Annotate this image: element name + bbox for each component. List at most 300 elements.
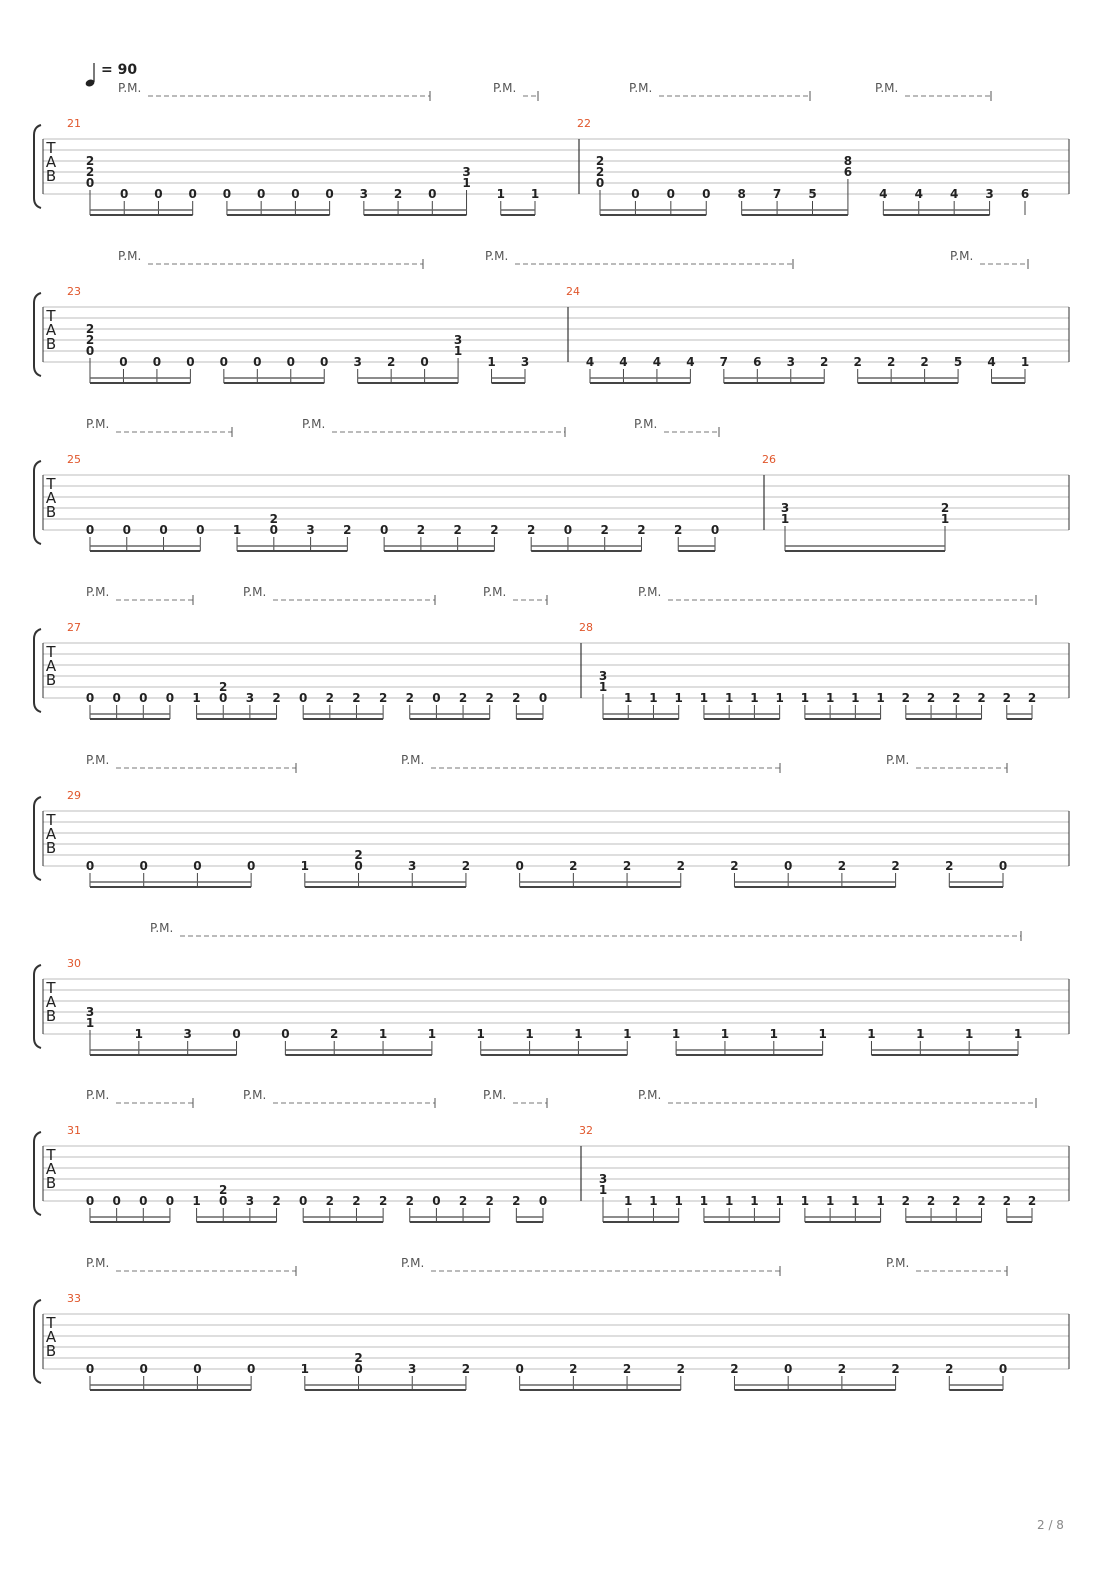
- palm-mute-label: P.M.: [401, 1256, 425, 1270]
- fret-number: 0: [563, 523, 573, 537]
- fret-number: 2: [330, 1027, 339, 1041]
- tab-clef-letter: T: [46, 979, 56, 997]
- fret-number: 0: [320, 355, 329, 369]
- fret-number: 1: [867, 1027, 876, 1041]
- fret-number: 3: [985, 187, 994, 201]
- fret-number: 1: [775, 1194, 784, 1208]
- fret-number: 2: [352, 691, 361, 705]
- fret-number: 4: [686, 355, 695, 369]
- measure-number: 22: [577, 117, 591, 130]
- fret-number: 2: [386, 355, 396, 369]
- palm-mute-label: P.M.: [634, 417, 658, 431]
- fret-number: 0: [139, 1194, 148, 1208]
- fret-number: 1: [453, 344, 463, 358]
- fret-number: 6: [1020, 187, 1030, 201]
- tempo-value: = 90: [101, 62, 138, 78]
- fret-number: 1: [916, 1027, 925, 1041]
- fret-number: 2: [269, 512, 279, 526]
- fret-number: 2: [490, 523, 499, 537]
- fret-number: 0: [269, 523, 279, 537]
- tab-clef-letter: B: [45, 839, 57, 857]
- fret-number: 0: [122, 523, 131, 537]
- palm-mute-label: P.M.: [886, 753, 910, 767]
- fret-number: 4: [879, 187, 888, 201]
- fret-number: 1: [192, 691, 201, 705]
- fret-number: 7: [772, 187, 782, 201]
- system-brace-icon: [34, 461, 41, 544]
- page-number: 2 / 8: [1037, 1518, 1064, 1532]
- fret-number: 0: [354, 1362, 363, 1376]
- measure-number: 23: [67, 285, 81, 298]
- fret-number: 1: [1020, 355, 1030, 369]
- measure-number: 33: [67, 1292, 81, 1305]
- fret-number: 2: [512, 691, 521, 705]
- fret-number: 0: [85, 859, 95, 873]
- palm-mute-label: P.M.: [243, 1088, 267, 1102]
- palm-mute-label: P.M.: [302, 417, 326, 431]
- fret-number: 0: [256, 187, 266, 201]
- fret-number: 3: [245, 1194, 255, 1208]
- fret-number: 1: [769, 1027, 778, 1041]
- fret-number: 2: [85, 333, 95, 347]
- system-brace-icon: [34, 1300, 41, 1383]
- fret-number: 7: [719, 355, 729, 369]
- fret-number: 0: [159, 523, 168, 537]
- fret-number: 6: [753, 355, 762, 369]
- fret-number: 0: [120, 187, 129, 201]
- fret-number: 2: [637, 523, 646, 537]
- fret-number: 4: [652, 355, 662, 369]
- fret-number: 2: [945, 859, 954, 873]
- fret-number: 0: [286, 355, 295, 369]
- fret-number: 3: [183, 1027, 192, 1041]
- fret-number: 1: [750, 691, 759, 705]
- fret-number: 1: [624, 1194, 633, 1208]
- fret-number: 1: [720, 1027, 730, 1041]
- system-brace-icon: [34, 293, 41, 376]
- fret-number: 1: [487, 355, 496, 369]
- system-brace-icon: [34, 125, 41, 208]
- fret-number: 0: [710, 523, 720, 537]
- tab-system: [34, 417, 1069, 551]
- palm-mute-label: P.M.: [86, 1088, 110, 1102]
- fret-number: 2: [600, 523, 609, 537]
- fret-number: 2: [1002, 1194, 1011, 1208]
- fret-number: 0: [112, 1194, 121, 1208]
- fret-number: 1: [876, 691, 885, 705]
- fret-number: 2: [325, 1194, 335, 1208]
- fret-number: 0: [119, 355, 128, 369]
- fret-number: 3: [359, 187, 369, 201]
- fret-number: 0: [298, 691, 308, 705]
- fret-number: 1: [232, 523, 242, 537]
- tab-clef-letter: T: [46, 1314, 56, 1332]
- fret-number: 1: [598, 680, 608, 694]
- fret-number: 2: [354, 1351, 363, 1365]
- fret-number: 2: [926, 1194, 936, 1208]
- fret-number: 0: [515, 859, 524, 873]
- fret-number: 1: [525, 1027, 534, 1041]
- fret-number: 2: [945, 1362, 954, 1376]
- fret-number: 2: [416, 523, 426, 537]
- fret-number: 2: [952, 691, 961, 705]
- fret-number: 2: [569, 1362, 578, 1376]
- fret-number: 0: [193, 1362, 202, 1376]
- fret-number: 5: [953, 355, 963, 369]
- fret-number: 1: [300, 1362, 310, 1376]
- fret-number: 0: [165, 1194, 175, 1208]
- fret-number: 2: [393, 187, 403, 201]
- fret-number: 2: [512, 1194, 521, 1208]
- tab-clef-letter: T: [46, 811, 56, 829]
- fret-number: 2: [219, 1183, 228, 1197]
- fret-number: 0: [325, 187, 334, 201]
- fret-number: 1: [85, 1016, 95, 1030]
- fret-number: 0: [193, 859, 202, 873]
- fret-number: 2: [1027, 1194, 1037, 1208]
- tab-clef-letter: A: [45, 321, 57, 339]
- fret-number: 0: [379, 523, 389, 537]
- fret-number: 2: [676, 1362, 685, 1376]
- fret-number: 1: [624, 691, 633, 705]
- fret-number: 1: [134, 1027, 144, 1041]
- fret-number: 1: [851, 691, 860, 705]
- fret-number: 3: [786, 355, 795, 369]
- tab-clef-letter: T: [46, 475, 56, 493]
- measure-number: 29: [67, 789, 81, 802]
- tab-system: [34, 921, 1069, 1055]
- tab-clef-letter: B: [45, 167, 57, 185]
- fret-number: 2: [676, 859, 685, 873]
- fret-number: 1: [750, 1194, 759, 1208]
- fret-number: 2: [886, 355, 896, 369]
- tab-clef-letter: B: [45, 1174, 57, 1192]
- fret-number: 1: [598, 1183, 608, 1197]
- tab-system: [34, 753, 1069, 887]
- fret-number: 2: [901, 691, 911, 705]
- fret-number: 1: [427, 1027, 437, 1041]
- fret-number: 0: [165, 691, 175, 705]
- tab-clef-letter: A: [45, 1328, 57, 1346]
- fret-number: 1: [674, 1194, 683, 1208]
- fret-number: 0: [595, 176, 605, 190]
- fret-number: 1: [496, 187, 505, 201]
- fret-number: 0: [139, 1362, 148, 1376]
- fret-number: 1: [1013, 1027, 1023, 1041]
- palm-mute-label: P.M.: [950, 249, 974, 263]
- palm-mute-label: P.M.: [401, 753, 425, 767]
- fret-number: 1: [671, 1027, 681, 1041]
- fret-number: 0: [783, 859, 793, 873]
- fret-number: 3: [245, 691, 255, 705]
- fret-number: 3: [306, 523, 315, 537]
- fret-number: 0: [85, 344, 95, 358]
- tab-clef-letter: T: [46, 643, 56, 661]
- fret-number: 1: [800, 1194, 810, 1208]
- palm-mute-label: P.M.: [886, 1256, 910, 1270]
- fret-number: 1: [800, 691, 810, 705]
- fret-number: 1: [674, 691, 683, 705]
- tab-clef-letter: T: [46, 307, 56, 325]
- fret-number: 4: [949, 187, 959, 201]
- fret-number: 2: [85, 165, 95, 179]
- palm-mute-label: P.M.: [118, 249, 142, 263]
- fret-number: 1: [649, 1194, 658, 1208]
- palm-mute-label: P.M.: [86, 417, 110, 431]
- fret-number: 1: [462, 176, 471, 190]
- tab-clef-letter: B: [45, 335, 57, 353]
- fret-number: 2: [1002, 691, 1011, 705]
- fret-number: 2: [820, 355, 829, 369]
- fret-number: 0: [538, 1194, 548, 1208]
- fret-number: 0: [196, 523, 205, 537]
- tab-clef-letter: A: [45, 825, 57, 843]
- measure-number: 30: [67, 957, 81, 970]
- fret-number: 2: [458, 691, 468, 705]
- fret-number: 3: [353, 355, 362, 369]
- fret-number: 0: [432, 1194, 441, 1208]
- tab-clef-letter: T: [46, 139, 56, 157]
- fret-number: 2: [343, 523, 352, 537]
- fret-number: 3: [453, 333, 463, 347]
- fret-number: 0: [154, 187, 163, 201]
- palm-mute-label: P.M.: [118, 81, 142, 95]
- fret-number: 4: [619, 355, 628, 369]
- fret-number: 0: [85, 1194, 95, 1208]
- fret-number: 4: [987, 355, 996, 369]
- fret-number: 2: [526, 523, 536, 537]
- fret-number: 1: [378, 1027, 388, 1041]
- fret-number: 1: [623, 1027, 632, 1041]
- measure-number: 26: [762, 453, 776, 466]
- tab-clef-letter: T: [46, 1146, 56, 1164]
- fret-number: 1: [964, 1027, 974, 1041]
- fret-number: 0: [85, 1362, 95, 1376]
- fret-number: 2: [920, 355, 929, 369]
- fret-number: 1: [818, 1027, 827, 1041]
- fret-number: 0: [186, 355, 195, 369]
- tab-system: [34, 585, 1069, 719]
- tab-system: [34, 1088, 1069, 1222]
- fret-number: 1: [649, 691, 658, 705]
- fret-number: 2: [461, 1362, 471, 1376]
- palm-mute-label: P.M.: [86, 585, 110, 599]
- measure-number: 25: [67, 453, 81, 466]
- measure-number: 28: [579, 621, 593, 634]
- palm-mute-label: P.M.: [875, 81, 899, 95]
- fret-number: 2: [378, 1194, 388, 1208]
- fret-number: 2: [85, 154, 95, 168]
- fret-number: 0: [188, 187, 197, 201]
- fret-number: 0: [222, 187, 232, 201]
- fret-number: 0: [139, 859, 148, 873]
- system-brace-icon: [34, 1132, 41, 1215]
- palm-mute-label: P.M.: [243, 585, 267, 599]
- palm-mute-label: P.M.: [629, 81, 653, 95]
- tab-clef-letter: A: [45, 153, 57, 171]
- fret-number: 0: [112, 691, 121, 705]
- fret-number: 8: [843, 154, 853, 168]
- fret-number: 1: [192, 1194, 201, 1208]
- measure-number: 24: [566, 285, 580, 298]
- fret-number: 0: [998, 1362, 1008, 1376]
- fret-number: 2: [354, 848, 363, 862]
- fret-number: 2: [1027, 691, 1037, 705]
- fret-number: 1: [724, 691, 734, 705]
- fret-number: 2: [485, 1194, 494, 1208]
- fret-number: 0: [298, 1194, 308, 1208]
- fret-number: 2: [485, 691, 494, 705]
- tab-clef-letter: B: [45, 503, 57, 521]
- palm-mute-label: P.M.: [483, 1088, 507, 1102]
- fret-number: 2: [622, 1362, 632, 1376]
- fret-number: 0: [998, 859, 1008, 873]
- fret-number: 0: [152, 355, 162, 369]
- fret-number: 0: [666, 187, 676, 201]
- fret-number: 3: [462, 165, 471, 179]
- fret-number: 0: [85, 691, 95, 705]
- tab-clef-letter: A: [45, 489, 57, 507]
- fret-number: 0: [219, 691, 228, 705]
- fret-number: 2: [837, 1362, 847, 1376]
- fret-number: 1: [940, 512, 950, 526]
- fret-number: 2: [674, 523, 683, 537]
- fret-number: 3: [598, 1172, 608, 1186]
- fret-number: 4: [585, 355, 595, 369]
- measure-number: 31: [67, 1124, 81, 1137]
- fret-number: 2: [458, 1194, 468, 1208]
- fret-number: 2: [378, 691, 388, 705]
- tab-clef-letter: A: [45, 993, 57, 1011]
- fret-number: 3: [408, 859, 417, 873]
- tab-system: [34, 249, 1069, 383]
- palm-mute-label: P.M.: [483, 585, 507, 599]
- fret-number: 2: [952, 1194, 961, 1208]
- fret-number: 0: [219, 355, 229, 369]
- fret-number: 1: [530, 187, 540, 201]
- fret-number: 2: [272, 1194, 281, 1208]
- fret-number: 2: [926, 691, 936, 705]
- fret-number: 3: [520, 355, 530, 369]
- tab-clef-letter: A: [45, 1160, 57, 1178]
- fret-number: 2: [569, 859, 578, 873]
- fret-number: 2: [940, 501, 950, 515]
- fret-number: 1: [851, 1194, 860, 1208]
- fret-number: 1: [476, 1027, 485, 1041]
- tab-clef-letter: B: [45, 1342, 57, 1360]
- fret-number: 2: [453, 523, 462, 537]
- fret-number: 2: [730, 1362, 739, 1376]
- fret-number: 2: [891, 859, 900, 873]
- fret-number: 1: [300, 859, 310, 873]
- fret-number: 2: [405, 1194, 414, 1208]
- fret-number: 0: [281, 1027, 290, 1041]
- fret-number: 2: [977, 691, 986, 705]
- fret-number: 5: [808, 187, 817, 201]
- fret-number: 2: [325, 691, 335, 705]
- fret-number: 0: [253, 355, 262, 369]
- fret-number: 1: [699, 1194, 709, 1208]
- fret-number: 2: [901, 1194, 911, 1208]
- palm-mute-label: P.M.: [150, 921, 174, 935]
- fret-number: 1: [775, 691, 784, 705]
- measure-number: 32: [579, 1124, 593, 1137]
- fret-number: 0: [139, 691, 148, 705]
- fret-number: 0: [432, 691, 441, 705]
- fret-number: 8: [737, 187, 746, 201]
- fret-number: 2: [595, 154, 605, 168]
- system-brace-icon: [34, 797, 41, 880]
- tab-system: [34, 1256, 1069, 1390]
- fret-number: 0: [354, 859, 363, 873]
- fret-number: 2: [730, 859, 739, 873]
- fret-number: 2: [977, 1194, 986, 1208]
- fret-number: 2: [837, 859, 847, 873]
- palm-mute-label: P.M.: [638, 585, 662, 599]
- fret-number: 2: [622, 859, 632, 873]
- tab-clef-letter: A: [45, 657, 57, 675]
- fret-number: 3: [598, 669, 608, 683]
- fret-number: 0: [246, 1362, 256, 1376]
- fret-number: 2: [405, 691, 414, 705]
- systems-layer: [34, 81, 1069, 1390]
- tab-system: [34, 81, 1069, 215]
- fret-number: 1: [780, 512, 790, 526]
- fret-number: 3: [408, 1362, 417, 1376]
- fret-number: 0: [515, 1362, 524, 1376]
- fret-number: 0: [85, 523, 95, 537]
- fret-number: 2: [853, 355, 862, 369]
- fret-number: 2: [352, 1194, 361, 1208]
- fret-number: 2: [219, 680, 228, 694]
- system-brace-icon: [34, 965, 41, 1048]
- fret-number: 1: [574, 1027, 583, 1041]
- fret-number: 1: [825, 1194, 835, 1208]
- palm-mute-label: P.M.: [485, 249, 509, 263]
- fret-number: 0: [246, 859, 256, 873]
- fret-number: 0: [702, 187, 711, 201]
- fret-number: 0: [428, 187, 437, 201]
- fret-number: 1: [724, 1194, 734, 1208]
- measure-number: 27: [67, 621, 81, 634]
- palm-mute-label: P.M.: [493, 81, 517, 95]
- fret-number: 2: [85, 322, 95, 336]
- system-brace-icon: [34, 629, 41, 712]
- fret-number: 3: [780, 501, 790, 515]
- fret-number: 0: [420, 355, 429, 369]
- palm-mute-label: P.M.: [638, 1088, 662, 1102]
- fret-number: 0: [783, 1362, 793, 1376]
- fret-number: 0: [232, 1027, 241, 1041]
- fret-number: 2: [891, 1362, 900, 1376]
- fret-number: 2: [595, 165, 605, 179]
- fret-number: 0: [631, 187, 640, 201]
- fret-number: 4: [914, 187, 923, 201]
- fret-number: 1: [825, 691, 835, 705]
- fret-number: 2: [272, 691, 281, 705]
- tab-clef-letter: B: [45, 1007, 57, 1025]
- fret-number: 0: [291, 187, 300, 201]
- fret-number: 0: [219, 1194, 228, 1208]
- fret-number: 3: [85, 1005, 95, 1019]
- fret-number: 2: [461, 859, 471, 873]
- tab-clef-letter: B: [45, 671, 57, 689]
- fret-number: 0: [538, 691, 548, 705]
- palm-mute-label: P.M.: [86, 753, 110, 767]
- fret-number: 6: [843, 165, 853, 179]
- fret-number: 1: [699, 691, 709, 705]
- measure-number: 21: [67, 117, 81, 130]
